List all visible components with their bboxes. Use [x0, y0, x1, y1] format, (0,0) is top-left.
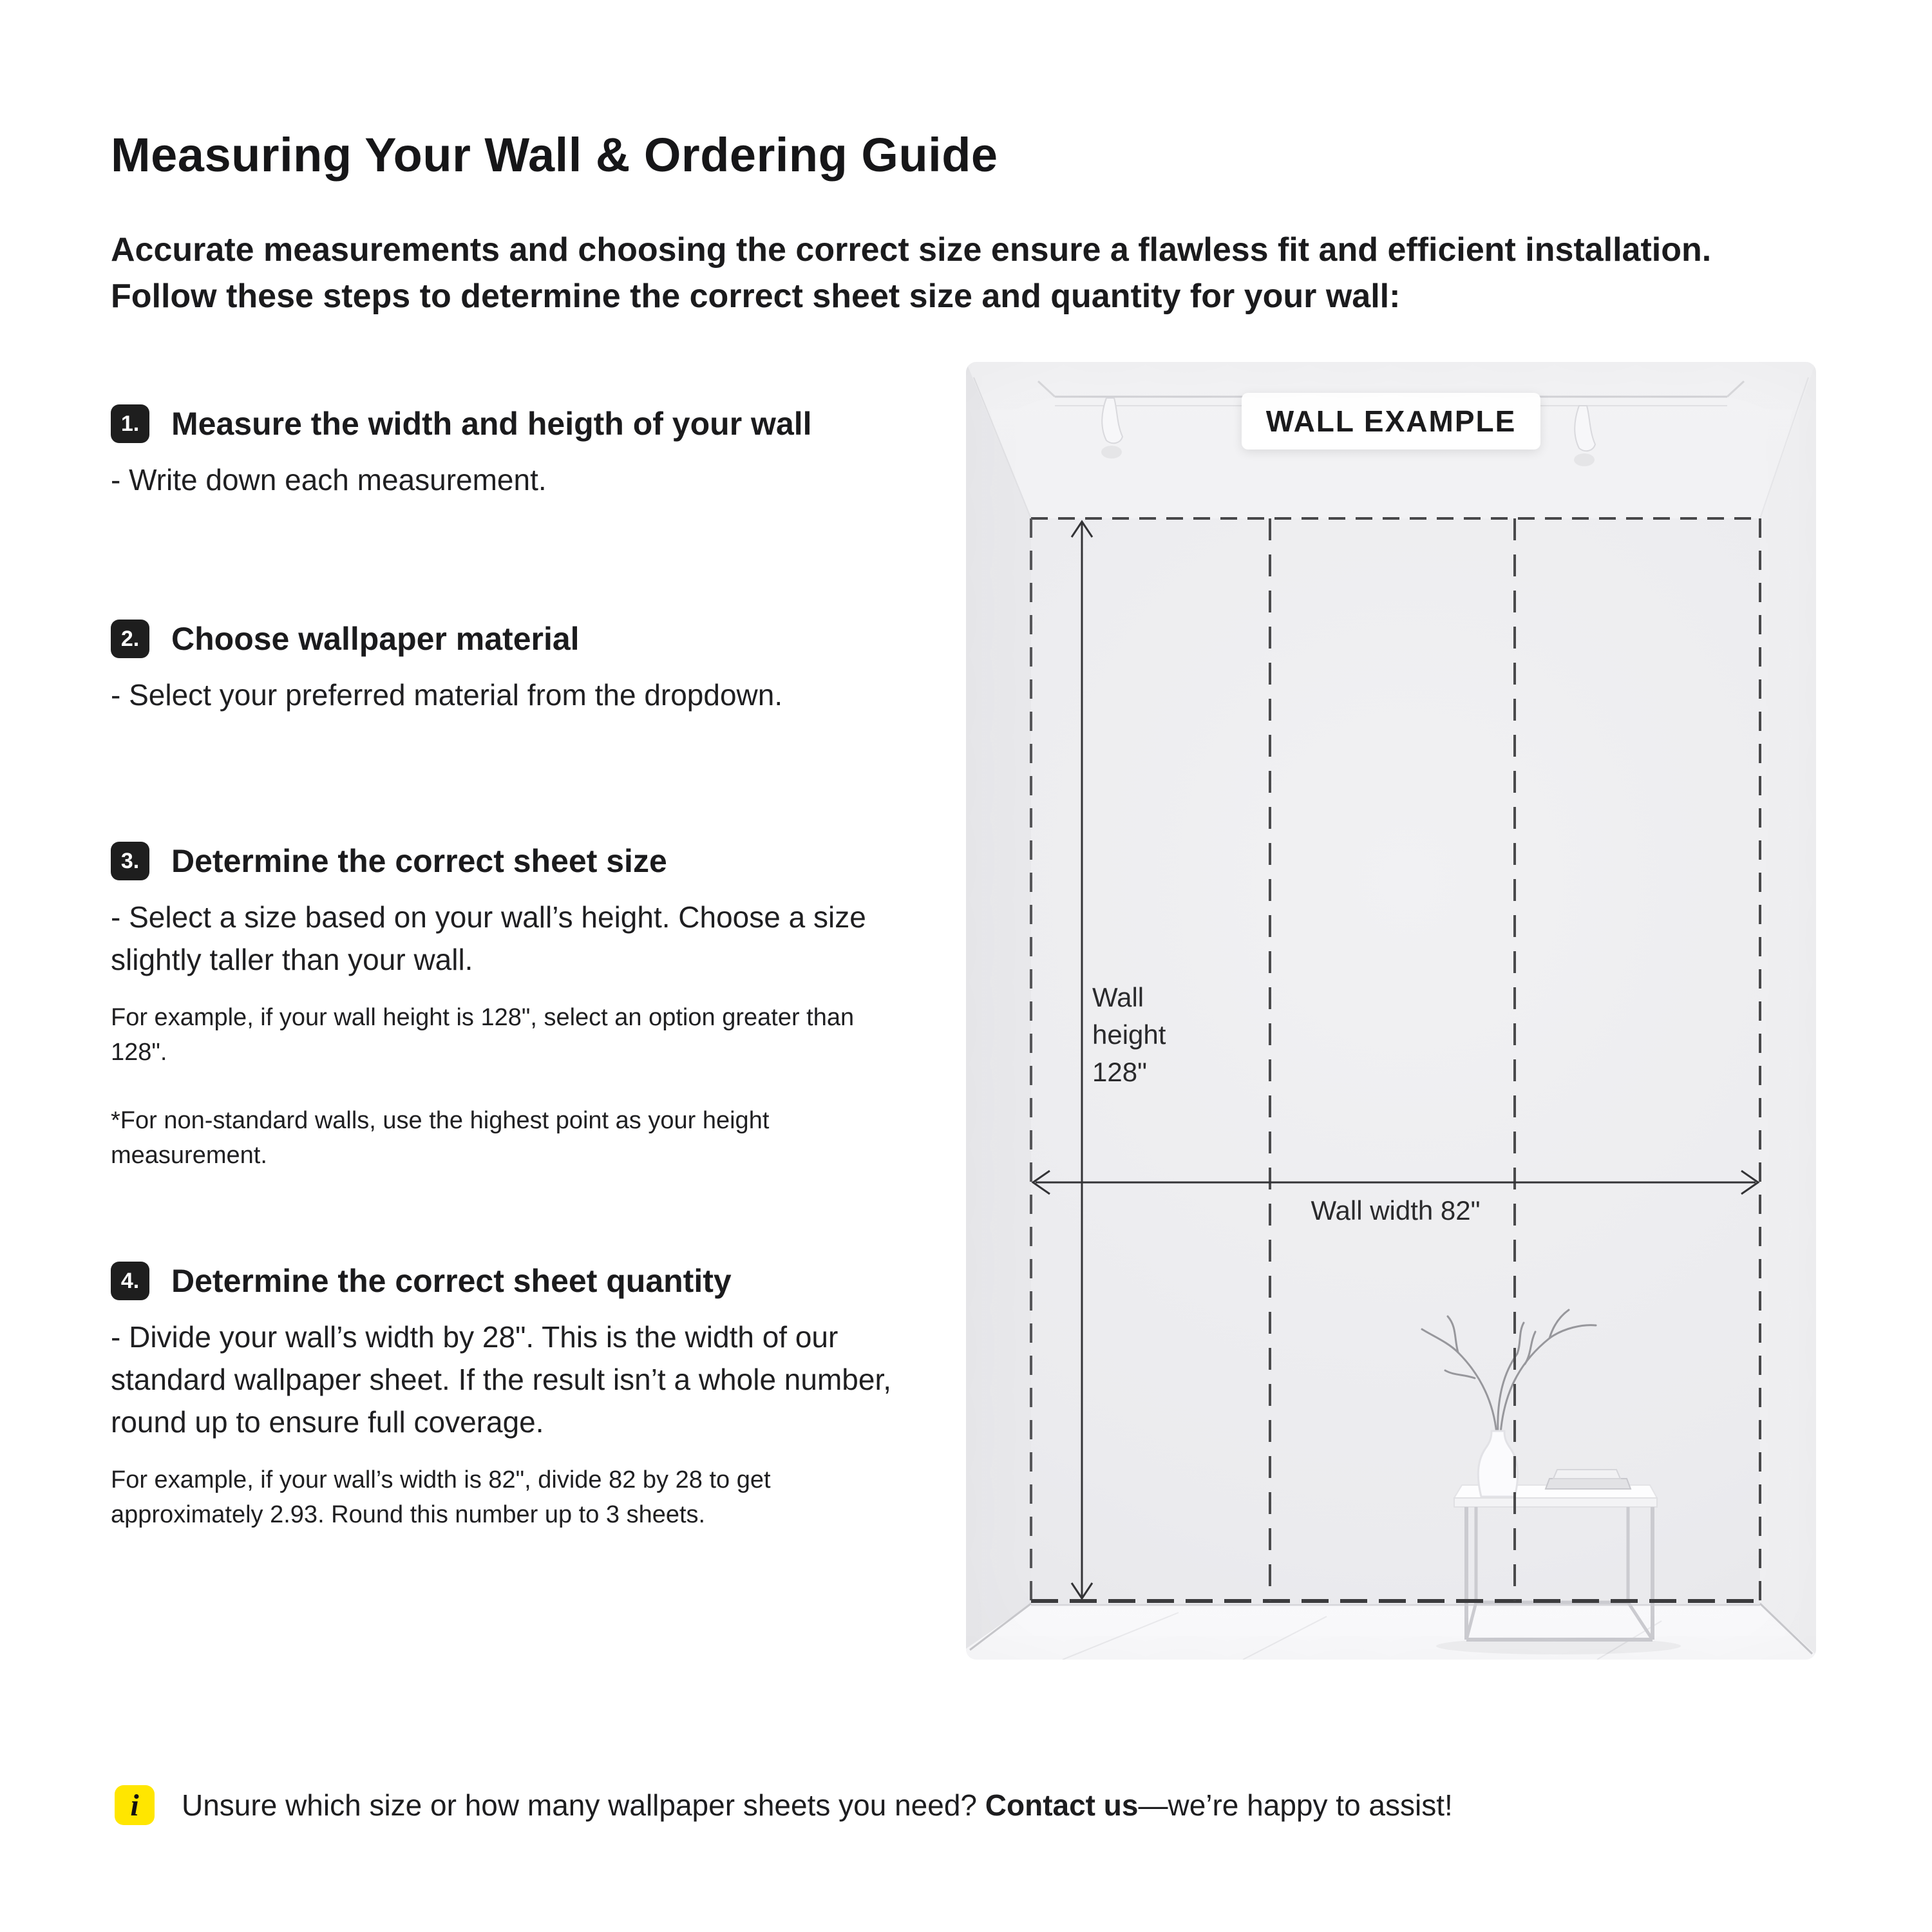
step-2-title: Choose wallpaper material	[171, 621, 580, 657]
books	[1546, 1470, 1631, 1489]
contact-us-link[interactable]: Contact us	[985, 1788, 1139, 1822]
step-1-header	[111, 404, 967, 443]
step-2-header	[111, 620, 967, 658]
step-3-note: *For non-standard walls, use the highest point as your height measurement.	[111, 1107, 770, 1169]
floor-corner-left	[970, 1604, 1031, 1650]
page-title: Measuring Your Wall & Ordering Guide	[111, 128, 998, 182]
wall-height-label: Wall height 128"	[1092, 982, 1166, 1087]
step-3-example: For example, if your wall height is 128", select an option greater than 128".	[111, 1004, 855, 1066]
ceiling-corner-left	[974, 377, 1031, 518]
ceiling-corner-right	[1760, 377, 1808, 518]
step-1-number-badge: 1.	[111, 404, 149, 443]
step-3-number-badge: 3.	[111, 842, 149, 880]
step-3-title: Determine the correct sheet size	[171, 843, 667, 879]
wall-example-photo	[966, 362, 1816, 1660]
step-3	[111, 842, 967, 1173]
intro-line-2: Follow these steps to determine the correct sheet size and quantity for your wall:	[111, 278, 1401, 315]
footer-note-prefix: Unsure which size or how many wallpaper sheets you need?	[182, 1788, 985, 1822]
step-2-number-badge: 2.	[111, 620, 149, 658]
step-1-title: Measure the width and heigth of your wall	[171, 406, 812, 442]
sconce-left	[1101, 398, 1122, 459]
step-2	[111, 620, 967, 716]
side-table	[1454, 1485, 1657, 1640]
footer-note-suffix: —we’re happy to assist!	[1138, 1788, 1453, 1822]
wall-width-label: Wall width 82"	[1311, 1195, 1481, 1226]
step-4-title: Determine the correct sheet quantity	[171, 1263, 732, 1299]
sconce-right	[1574, 406, 1595, 466]
step-4-header	[111, 1262, 967, 1300]
step-1	[111, 404, 967, 501]
wall-height-arrow	[1072, 522, 1092, 1598]
footer-note	[115, 1785, 1453, 1825]
floor-corner-right	[1760, 1604, 1812, 1654]
intro-line-1: Accurate measurements and choosing the correct size ensure a flawless fit and efficient installation.	[111, 231, 1712, 269]
info-icon: i	[115, 1785, 155, 1825]
step-3-header	[111, 842, 967, 880]
footer-note-text	[182, 1788, 1453, 1823]
step-3-instruction: - Select a size based on your wall’s height. Choose a size slightly taller than your wall.	[111, 900, 866, 976]
vase-branches	[1422, 1310, 1596, 1497]
sheet-divider-lines	[1270, 518, 1515, 1601]
step-4-instruction: - Divide your wall’s width by 28". This is the width of our standard wallpaper sheet. If the result isn’t a whole number, round up to ensure full coverage.	[111, 1320, 892, 1439]
step-1-instruction: - Write down each measurement.	[111, 463, 547, 497]
wall-width-arrow	[1033, 1171, 1758, 1194]
step-2-instruction: - Select your preferred material from the dropdown.	[111, 678, 783, 712]
intro-text	[111, 227, 1875, 319]
step-4	[111, 1262, 967, 1532]
step-4-example: For example, if your wall’s width is 82", divide 82 by 28 to get approximately 2.93. Round this number up to 3 sheets.	[111, 1466, 771, 1528]
wall-example-badge: WALL EXAMPLE	[1242, 393, 1540, 450]
step-4-number-badge: 4.	[111, 1262, 149, 1300]
